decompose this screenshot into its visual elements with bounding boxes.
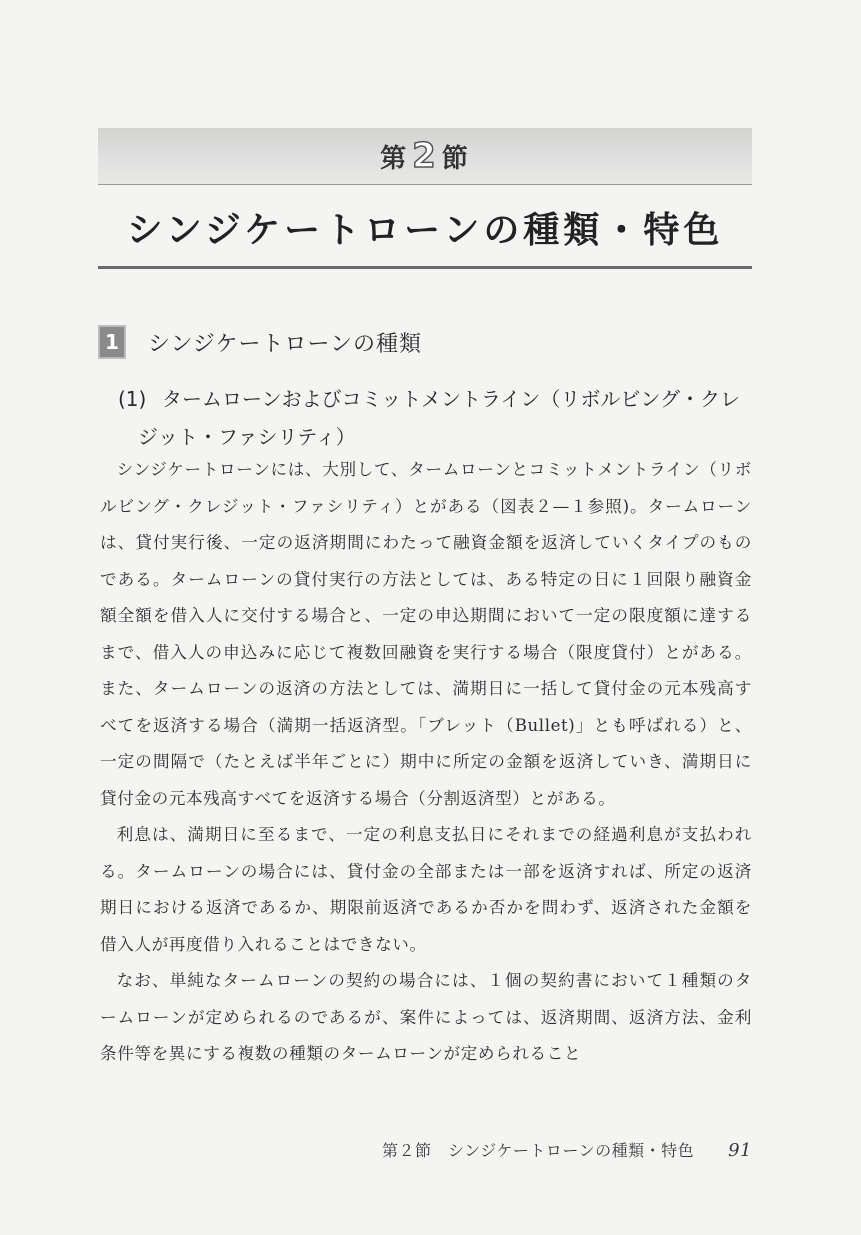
section-prefix: 第: [380, 144, 409, 174]
page-number: 91: [728, 1140, 752, 1161]
section-number: 2: [412, 136, 438, 176]
paragraph: シンジケートローンには、大別して、タームローンとコミットメントライン（リボルビング・クレジット・ファシリティ）とがある（図表２—１参照)。タームローンは、貸付実行後、一定の返済期間にわたって融資金額を返済していくタイプのものである。タームローンの貸付実行の方法としては、ある特定の日に１回限り融資金額全額を借入人に交付する場合と、一定の申込期間において一定の限度額に達するまで、借入人の申込みに応じて複数回融資を実行する場合（限度貸付）とがある。また、タームローンの返済の方法としては、満期日に一括して貸付金の元本残高すべてを返済する場合（満期一括返済型。「ブレット（Bullet)」とも呼ばれる）と、一定の間隔で（たとえば半年ごとに）期中に所定の金額を返済していき、満期日に貸付金の元本残高すべてを返済する場合（分割返済型）とがある。: [100, 460, 752, 808]
paragraph: なお、単純なタームローンの契約の場合には、１個の契約書において１種類のタームローンが定められるのであるが、案件によっては、返済期間、返済方法、金利条件等を異にする複数の種類のタームローンが定められること: [100, 971, 752, 1063]
heading-2: [118, 380, 758, 456]
section-suffix: 節: [441, 144, 470, 174]
heading-2-number: (1): [118, 387, 147, 411]
paragraph: 利息は、満期日に至るまで、一定の利息支払日にそれまでの経過利息が支払われる。タームローンの場合には、貸付金の全部または一部を返済すれば、所定の返済期日における返済であるか、期限前返済であるか否かを問わず、返済された金額を借入人が再度借り入れることはできない。: [100, 825, 752, 954]
heading-2-line1: タームローンおよびコミットメントライン（リボルビング・クレ: [162, 387, 740, 411]
heading-1-number-box: 1: [98, 325, 126, 359]
section-label: [380, 136, 470, 176]
chapter-title: シンジケートローンの種類・特色: [126, 208, 724, 251]
page-footer: [360, 1138, 752, 1161]
heading-1-text: シンジケートローンの種類: [148, 331, 423, 357]
title-divider: [98, 266, 752, 269]
heading-1: [98, 324, 422, 360]
body-text: [100, 452, 752, 1073]
section-header-band: [98, 128, 752, 185]
running-title: 第２節 シンジケートローンの種類・特色: [382, 1141, 695, 1160]
heading-2-line2: ジット・ファシリティ）: [138, 425, 356, 449]
